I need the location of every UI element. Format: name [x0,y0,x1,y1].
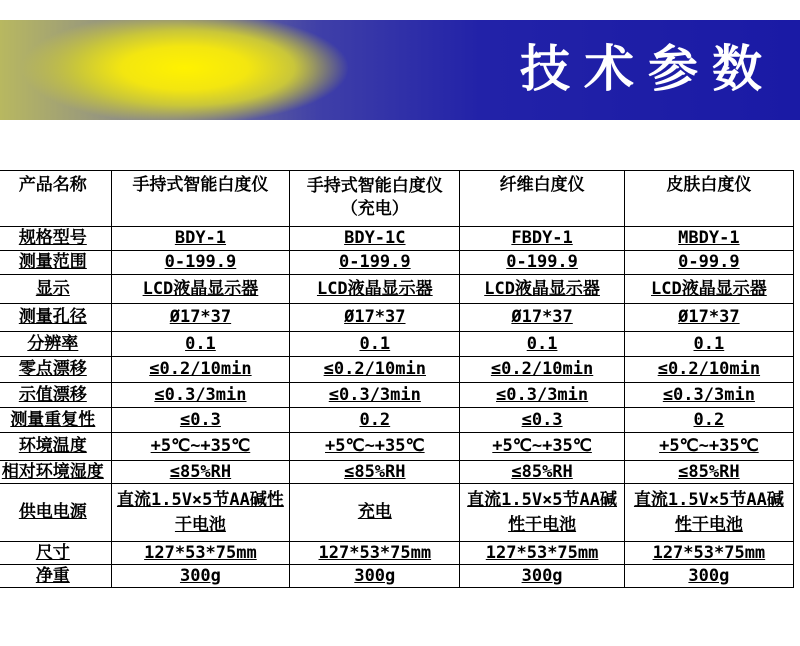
param-value: 127*53*75mm [460,542,624,565]
param-label: 零点漂移 [0,357,111,383]
param-value: ≤0.2/10min [111,357,290,383]
param-value: 127*53*75mm [111,542,290,565]
param-value: ≤0.2/10min [624,357,793,383]
param-value: 直流1.5V×5节AA碱性干电池 [111,484,290,542]
param-value: 0.2 [624,408,793,433]
param-value: 充电 [290,484,460,542]
table-row [0,227,794,251]
table-row [0,304,794,332]
table-row [0,383,794,408]
param-value: 0.1 [111,332,290,357]
page-title: 技术参数 [520,39,776,98]
param-value: LCD液晶显示器 [290,275,460,304]
param-value: ≤0.3/3min [290,383,460,408]
param-value: 0-199.9 [290,251,460,275]
header-row [0,171,794,227]
param-value: 直流1.5V×5节AA碱性干电池 [460,484,624,542]
param-label: 净重 [0,565,111,588]
spec-table [0,170,794,588]
param-value: 300g [460,565,624,588]
param-value: Ø17*37 [111,304,290,332]
product-name: 纤维白度仪 [460,171,624,227]
table-row [0,565,794,588]
table-row [0,251,794,275]
param-value: 0-99.9 [624,251,793,275]
param-value: ≤85%RH [290,461,460,484]
param-label: 测量范围 [0,251,111,275]
param-value: +5℃~+35℃ [290,433,460,461]
param-label: 规格型号 [0,227,111,251]
param-value: ≤0.2/10min [460,357,624,383]
param-value: +5℃~+35℃ [624,433,793,461]
param-value: 0.1 [624,332,793,357]
param-label: 测量重复性 [0,408,111,433]
param-label: 相对环境湿度 [0,461,111,484]
param-value: +5℃~+35℃ [460,433,624,461]
param-label: 尺寸 [0,542,111,565]
table-row [0,332,794,357]
param-value: 300g [624,565,793,588]
param-value: Ø17*37 [460,304,624,332]
table-row [0,542,794,565]
param-value: LCD液晶显示器 [460,275,624,304]
param-value: 127*53*75mm [624,542,793,565]
param-value: ≤85%RH [111,461,290,484]
param-value: 直流1.5V×5节AA碱性干电池 [624,484,793,542]
param-value: ≤0.3 [460,408,624,433]
param-value: 0.1 [460,332,624,357]
param-value: LCD液晶显示器 [624,275,793,304]
param-label: 分辨率 [0,332,111,357]
param-value: 0-199.9 [460,251,624,275]
param-value: MBDY-1 [624,227,793,251]
table-row [0,408,794,433]
param-value: 300g [111,565,290,588]
title-banner [0,20,800,120]
param-value: Ø17*37 [624,304,793,332]
product-name: 皮肤白度仪 [624,171,793,227]
param-label: 测量孔径 [0,304,111,332]
header-label: 产品名称 [0,171,111,227]
param-value: ≤0.3 [111,408,290,433]
param-value: +5℃~+35℃ [111,433,290,461]
param-value: BDY-1C [290,227,460,251]
param-value: BDY-1 [111,227,290,251]
table-row [0,357,794,383]
table-row [0,433,794,461]
param-value: ≤85%RH [460,461,624,484]
spec-table-body [0,171,794,588]
param-value: 300g [290,565,460,588]
param-value: 0.1 [290,332,460,357]
param-value: ≤85%RH [624,461,793,484]
param-label: 供电电源 [0,484,111,542]
param-label: 显示 [0,275,111,304]
param-value: LCD液晶显示器 [111,275,290,304]
param-value: ≤0.3/3min [624,383,793,408]
product-name: 手持式智能白度仪 [111,171,290,227]
table-row [0,275,794,304]
param-value: 0.2 [290,408,460,433]
table-row [0,484,794,542]
param-value: 127*53*75mm [290,542,460,565]
param-value: ≤0.2/10min [290,357,460,383]
param-value: FBDY-1 [460,227,624,251]
table-row [0,461,794,484]
param-value: 0-199.9 [111,251,290,275]
param-label: 示值漂移 [0,383,111,408]
param-value: ≤0.3/3min [460,383,624,408]
param-value: Ø17*37 [290,304,460,332]
param-label: 环境温度 [0,433,111,461]
param-value: ≤0.3/3min [111,383,290,408]
product-name: 手持式智能白度仪（充电） [290,171,460,227]
